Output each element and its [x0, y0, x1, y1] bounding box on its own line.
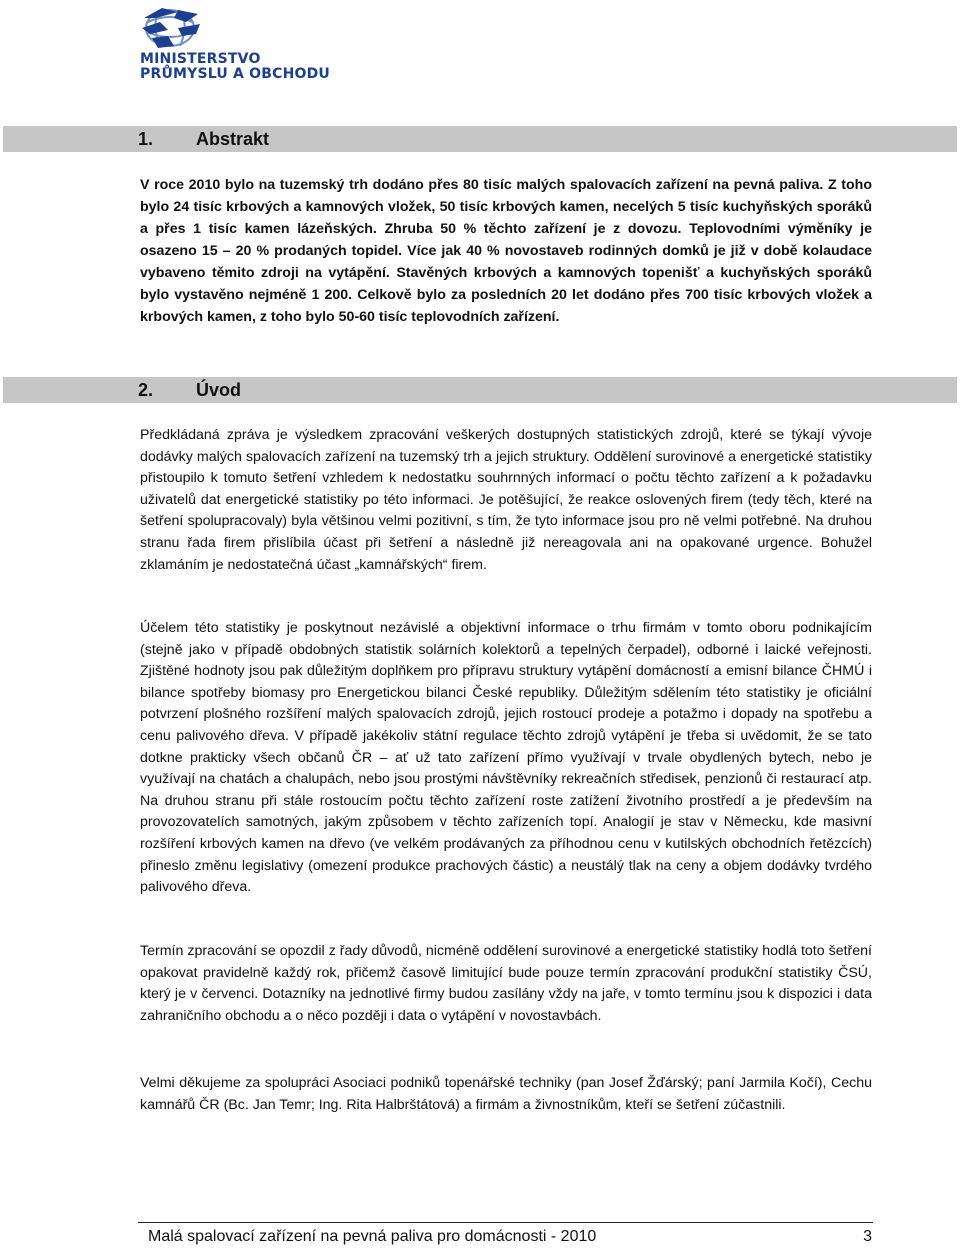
intro-paragraph: Předkládaná zpráva je výsledkem zpracování veškerých dostupných statistických zdrojů, které se týkají vývoje dodávky malých spalovacích zařízení na tuzemský trh a jejich struktury. Oddělení surovinové a energetické statistiky přistoupilo k tomuto šetření vzhledem k nedostatku souhrnných informací o počtu těchto zařízení a k požadavku uživatelů dat energetické statistiky po této informaci. Je potěšující, že reakce oslovených firem (tedy těch, které na šetření spolupracovaly) byla většinou velmi pozitivní, s tím, že tyto informace jsou pro ně velmi potřebné. Na druhou stranu řada firem přislíbila účast při šetření a následně již nereagovala ani na opakované urgence. Bohužel zklamáním je nedostatečná účast „kamnářských“ firem. [140, 427, 872, 573]
page-number: 3 [863, 1228, 872, 1245]
section-title: Abstrakt [196, 129, 270, 149]
footer-divider [138, 1222, 873, 1223]
ministry-name-line1: MINISTERSTVO [140, 51, 261, 67]
ministry-name [140, 52, 330, 82]
intro-paragraph: Účelem této statistiky je poskytnout nezávislé a objektivní informace o trhu firmám v tomto oboru podnikajícím (stejně jako v případě obdobných statistik solárních kolektorů a tepelných čerpadel), odborné i laické veřejnosti. Zjištěné hodnoty jsou pak důležitým doplňkem pro přípravu struktury vytápění domácností a emisní bilance ČHMÚ i bilance spotřeby biomasy pro Energetickou bilanci České republiky. Důležitým sdělením této statistiky je oficiální potvrzení plošného rozšíření malých spalovacích zdrojů, jejich rostoucí prodeje a potažmo i dopady na spotřebu a cenu palivového dřeva. V případě jakékoliv státní regulace těchto zdrojů vytápění je třeba si uvědomit, že se tato dotkne prakticky všech občanů ČR – ať už tato zařízení přímo využívají v trvale obydlených bytech, nebo je využívají na chatách a chalupách, nebo jsou prostými návštěvníky rekreačních středisek, penzionů či restaurací atp. Na druhou stranu při stále rostoucím počtu těchto zařízení roste zatížení životního prostředí a je především na provozovatelích samotných, jakým způsobem v těchto zařízeních topí. Analogií je stav v Německu, kde masivní rozšíření krbových kamen na dřevo (ve velkém prodávaných za příhodnou cenu v kutilských obchodních řetězcích) přineslo změnu legislativy (omezení produkce prachových částic) a neustálý tlak na ceny a objem dodávky tvrdého palivového dřeva. [140, 620, 872, 896]
intro-paragraph: Velmi děkujeme za spolupráci Asociaci podniků topenářské techniky (pan Josef Žďárský; paní Jarmila Kočí), Cechu kamnářů ČR (Bc. Jan Temr; Ing. Rita Halbrštátová) a firmám a živnostníkům, kteří se šetření zúčastnili. [140, 1075, 872, 1113]
section-number: 1. [138, 129, 154, 149]
ministry-logo [138, 4, 330, 88]
footer-title: Malá spalovací zařízení na pevná paliva pro domácnosti - 2010 [148, 1228, 597, 1245]
ministry-name-line2: PRŮMYSLU A OBCHODU [140, 66, 330, 82]
abstract-paragraph: V roce 2010 bylo na tuzemský trh dodáno přes 80 tisíc malých spalovacích zařízení na pevná paliva. Z toho bylo 24 tisíc krbových a kamnových vložek, 50 tisíc krbových kamen, necelých 5 tisíc kuchyňských sporáků a přes 1 tisíc kamen lázeňských. Zhruba 50 % těchto zařízení je z dovozu. Teplovodními výměníky je osazeno 15 – 20 % prodaných topidel. Více jak 40 % novostaveb rodinných domků je již v době kolaudace vybaveno těmito zdroji na vytápění. Stavěných krbových a kamnových topenišť a kuchyňských sporáků bylo vystavěno nejméně 1 200. Celkově bylo za posledních 20 let dodáno přes 700 tisíc krbových vložek a krbových kamen, z toho bylo 50-60 tisíc teplovodních zařízení. [140, 177, 872, 325]
section-number: 2. [138, 380, 154, 400]
globe-logo-icon [138, 4, 208, 54]
section-title: Úvod [196, 380, 241, 400]
intro-paragraph: Termín zpracování se opozdil z řady důvodů, nicméně oddělení surovinové a energetické statistiky hodlá toto šetření opakovat pravidelně každý rok, přičemž časově limitující bude pouze termín zpracování produkční statistiky ČSÚ, který je v červenci. Dotazníky na jednotlivé firmy budou zasílány vždy na jaře, v tomto termínu jsou k dispozici i data zahraničního obchodu a o něco později i data o vytápění v novostavbách. [140, 943, 872, 1024]
